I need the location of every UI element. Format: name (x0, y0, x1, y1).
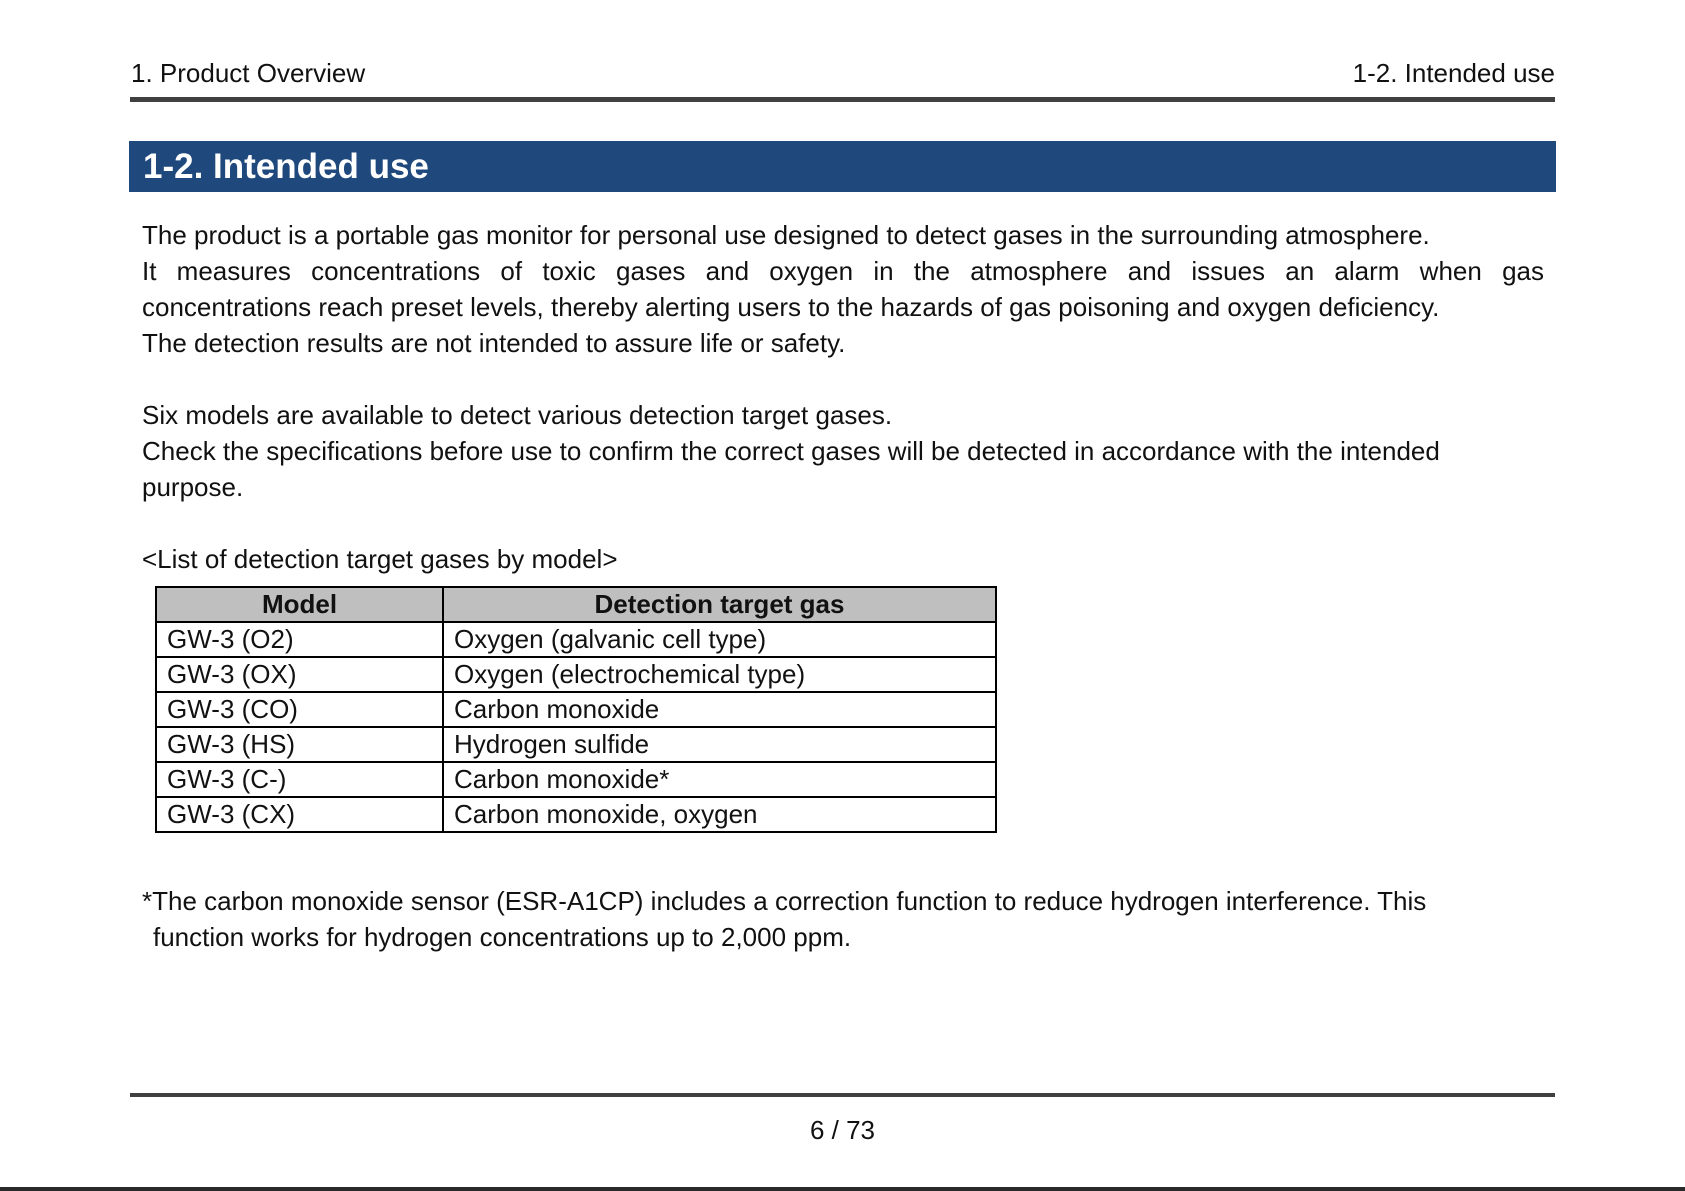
gas-cell: Carbon monoxide, oxygen (443, 797, 996, 832)
model-cell: GW-3 (HS) (156, 727, 443, 762)
intro-line-3: concentrations reach preset levels, thereby alerting users to the hazards of gas poisoning and oxygen deficiency. (142, 292, 1440, 322)
model-cell: GW-3 (CX) (156, 797, 443, 832)
page-bottom-edge (0, 1187, 1685, 1191)
gas-cell: Carbon monoxide* (443, 762, 996, 797)
gas-cell: Hydrogen sulfide (443, 727, 996, 762)
intro-paragraph (142, 217, 1544, 361)
table-row (156, 727, 996, 762)
gas-cell: Carbon monoxide (443, 692, 996, 727)
models-line-1: Six models are available to detect various detection target gases. (142, 400, 893, 430)
footnote-line-1: *The carbon monoxide sensor (ESR-A1CP) includes a correction function to reduce hydrogen interference. This (142, 886, 1427, 916)
footnote-line-2: function works for hydrogen concentrations up to 2,000 ppm. (153, 922, 852, 952)
header-section: 1-2. Intended use (1352, 58, 1555, 88)
gas-table (155, 586, 997, 833)
model-cell: GW-3 (C-) (156, 762, 443, 797)
model-cell: GW-3 (CO) (156, 692, 443, 727)
section-banner (129, 141, 1556, 192)
table-header-row (156, 587, 996, 622)
model-cell: GW-3 (OX) (156, 657, 443, 692)
section-title: 1-2. Intended use (143, 147, 429, 186)
header-rule (130, 97, 1555, 102)
table-row (156, 657, 996, 692)
intro-line-1: The product is a portable gas monitor for personal use designed to detect gases in the surrounding atmosphere. (142, 220, 1430, 250)
footnote (142, 883, 1544, 955)
models-line-2: Check the specifications before use to confirm the correct gases will be detected in accordance with the intended (142, 436, 1440, 466)
page-number: 6 / 73 (809, 1115, 876, 1145)
models-line-3: purpose. (142, 472, 244, 502)
header-chapter: 1. Product Overview (131, 58, 366, 88)
gas-cell: Oxygen (electrochemical type) (443, 657, 996, 692)
model-cell: GW-3 (O2) (156, 622, 443, 657)
table-row (156, 622, 996, 657)
column-header-gas: Detection target gas (443, 587, 996, 622)
models-paragraph (142, 397, 1544, 505)
table-caption: <List of detection target gases by model> (142, 544, 618, 574)
intro-line-4: The detection results are not intended to assure life or safety. (142, 328, 846, 358)
table-row (156, 797, 996, 832)
gas-cell: Oxygen (galvanic cell type) (443, 622, 996, 657)
table-row (156, 762, 996, 797)
intro-line-2: It measures concentrations of toxic gases and oxygen in the atmosphere and issues an alarm when gas (142, 256, 1544, 286)
footer-rule (130, 1093, 1555, 1097)
page-header (131, 56, 1555, 90)
table-row (156, 692, 996, 727)
column-header-model: Model (156, 587, 443, 622)
